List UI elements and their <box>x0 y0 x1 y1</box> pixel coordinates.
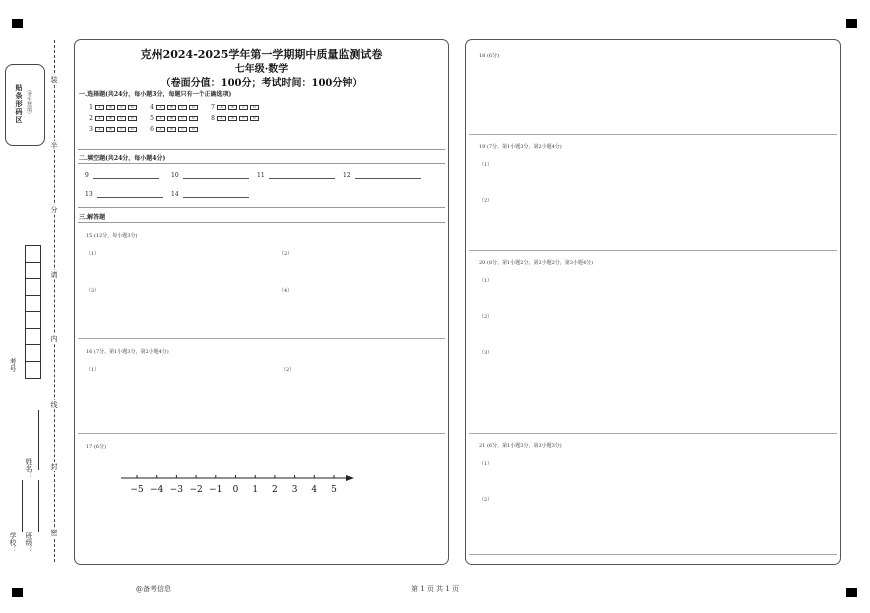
section-divider <box>78 149 445 150</box>
choice-row-3 <box>87 126 209 133</box>
section-divider <box>78 163 445 164</box>
option-d[interactable]: D <box>128 127 137 132</box>
blank-number: 11 <box>257 172 265 179</box>
barcode-area <box>5 64 45 146</box>
number-line-label: 1 <box>252 485 259 495</box>
q20-part-3: （3） <box>479 350 493 356</box>
q19-heading: 19 (7分，第1小题3分，第2小题4分) <box>479 144 562 150</box>
q21-part-2: （2） <box>479 497 493 503</box>
option-b[interactable]: B <box>228 116 237 121</box>
answer-box-divider <box>78 338 445 339</box>
choice-item-1 <box>87 104 139 111</box>
q16-heading: 16 (7分，第1小题3分，第2小题4分) <box>86 349 169 355</box>
choice-item-5 <box>148 115 200 122</box>
q20-heading: 20 (8分，第1小题2分，第2小题2分，第3小题4分) <box>479 260 594 266</box>
choice-item-4 <box>148 104 200 111</box>
cut-char: 封 <box>50 463 58 470</box>
cut-char: 内 <box>50 335 58 342</box>
option-d[interactable]: D <box>128 116 137 121</box>
number-line <box>119 468 359 498</box>
option-d[interactable]: D <box>189 105 198 110</box>
blank-13[interactable] <box>85 191 163 198</box>
blank-number: 12 <box>343 172 351 179</box>
choice-number: 3 <box>89 126 93 133</box>
section-choice-heading: 一.选择题(共24分，每小题3分，每题只有一个正确选项) <box>79 91 232 98</box>
option-c[interactable]: C <box>239 116 248 121</box>
q19-part-1: （1） <box>479 162 493 168</box>
option-a[interactable]: A <box>95 127 104 132</box>
choice-item-2 <box>87 115 139 122</box>
choice-number: 4 <box>150 104 154 111</box>
option-a[interactable]: A <box>95 116 104 121</box>
answer-box-divider <box>469 433 837 434</box>
option-c[interactable]: C <box>178 105 187 110</box>
blank-11[interactable] <box>257 172 335 179</box>
option-d[interactable]: D <box>189 127 198 132</box>
registration-mark-bottom-right <box>846 588 857 597</box>
answer-box-divider <box>469 250 837 251</box>
name-line <box>38 410 39 470</box>
q17-heading: 17 (6分) <box>86 444 107 450</box>
blank-number: 13 <box>85 191 93 198</box>
name-label: 姓名： <box>25 458 33 479</box>
number-line-arrow <box>346 475 354 481</box>
q21-part-1: （1） <box>479 461 493 467</box>
section-divider <box>78 222 445 223</box>
blank-9[interactable] <box>85 172 159 179</box>
option-b[interactable]: B <box>106 105 115 110</box>
section-divider <box>78 207 445 208</box>
blank-line <box>355 173 421 179</box>
section-answer-heading: 三.解答题 <box>79 214 106 221</box>
cut-char: 请 <box>50 271 58 278</box>
option-d[interactable]: D <box>250 105 259 110</box>
cut-char: 线 <box>50 401 58 408</box>
q16-part-1: （1） <box>86 367 100 373</box>
blank-line <box>183 173 249 179</box>
number-line-label: 3 <box>291 485 298 495</box>
blank-10[interactable] <box>171 172 249 179</box>
choice-row-2 <box>87 115 270 122</box>
answer-panel-right <box>465 39 841 565</box>
option-b[interactable]: B <box>167 127 176 132</box>
option-c[interactable]: C <box>239 105 248 110</box>
choice-item-3 <box>87 126 139 133</box>
option-c[interactable]: C <box>178 116 187 121</box>
q18-heading: 18 (6分) <box>479 53 500 59</box>
blank-number: 10 <box>171 172 179 179</box>
option-b[interactable]: B <box>106 127 115 132</box>
blank-line <box>269 173 335 179</box>
number-line-label: −4 <box>150 485 164 495</box>
cut-char: 装 <box>50 76 58 83</box>
choice-number: 1 <box>89 104 93 111</box>
number-line-label: 2 <box>272 485 278 495</box>
answer-box-divider <box>78 433 445 434</box>
barcode-area-note: （考生禁填） <box>26 87 32 117</box>
option-b[interactable]: B <box>167 105 176 110</box>
barcode-area-title: 贴条形码区 <box>15 84 24 124</box>
number-line-label: 5 <box>331 485 337 495</box>
option-a[interactable]: A <box>217 105 226 110</box>
school-label: 学校： <box>9 532 17 553</box>
number-line-label: 4 <box>311 485 318 495</box>
option-a[interactable]: A <box>217 116 226 121</box>
number-line-label: −3 <box>169 485 184 495</box>
option-c[interactable]: C <box>178 127 187 132</box>
blank-number: 14 <box>171 191 179 198</box>
option-a[interactable]: A <box>156 127 165 132</box>
option-a[interactable]: A <box>156 105 165 110</box>
option-d[interactable]: D <box>250 116 259 121</box>
choice-number: 2 <box>89 115 93 122</box>
q21-heading: 21 (6分，第1小题3分，第2小题3分) <box>479 443 562 449</box>
cut-char: 半 <box>50 142 58 149</box>
q19-part-2: （2） <box>479 198 493 204</box>
school-line <box>22 480 23 532</box>
option-a[interactable]: A <box>156 116 165 121</box>
section-fill-heading: 二.填空题(共24分，每小题4分) <box>79 155 166 162</box>
q15-part-4: （4） <box>279 288 293 294</box>
binding-cut-line <box>54 40 55 562</box>
footer-source: @备考信息 <box>136 585 171 593</box>
number-line-label: 0 <box>232 485 239 495</box>
blank-line <box>97 192 163 198</box>
blank-line <box>93 173 159 179</box>
registration-mark-bottom-left <box>12 588 23 597</box>
page-number: 第 1 页 共 1 页 <box>411 585 460 593</box>
q15-part-2: （2） <box>279 251 293 257</box>
blank-line <box>183 192 249 198</box>
blank-12[interactable] <box>343 172 421 179</box>
number-line-label: −2 <box>189 485 203 495</box>
choice-number: 7 <box>211 104 215 111</box>
exam-info: （卷面分值：100分；考试时间：100分钟） <box>160 78 363 89</box>
option-b[interactable]: B <box>106 116 115 121</box>
q20-part-2: （2） <box>479 314 493 320</box>
answer-panel-left <box>74 39 449 565</box>
q15-heading: 15 (12分，每小题3分) <box>86 233 138 239</box>
choice-item-6 <box>148 126 200 133</box>
option-c[interactable]: C <box>117 116 126 121</box>
option-c[interactable]: C <box>117 127 126 132</box>
option-b[interactable]: B <box>228 105 237 110</box>
answer-box-divider <box>469 134 837 135</box>
exam-number-label: 考号 <box>9 358 17 372</box>
registration-mark-top-left <box>12 19 23 28</box>
exam-title: 克州2024-2025学年第一学期期中质量监测试卷 <box>140 48 383 61</box>
choice-number: 8 <box>211 115 215 122</box>
choice-number: 6 <box>150 126 154 133</box>
cut-char: 密 <box>50 529 58 536</box>
exam-number-grid <box>25 245 41 379</box>
choice-row-1 <box>87 104 270 111</box>
answer-box-divider <box>469 554 837 555</box>
number-line-label: −5 <box>130 485 144 495</box>
choice-number: 5 <box>150 115 154 122</box>
q15-part-3: （3） <box>86 288 100 294</box>
blank-14[interactable] <box>171 191 249 198</box>
option-d[interactable]: D <box>189 116 198 121</box>
blank-number: 9 <box>85 172 89 179</box>
option-d[interactable]: D <box>128 105 137 110</box>
registration-mark-top-right <box>846 19 857 28</box>
class-line <box>38 480 39 532</box>
q15-part-1: （1） <box>86 251 100 257</box>
choice-item-8 <box>209 115 261 122</box>
option-b[interactable]: B <box>167 116 176 121</box>
q16-part-2: （2） <box>281 367 295 373</box>
number-line-label: −1 <box>209 485 223 495</box>
class-label: 班级： <box>25 532 33 553</box>
option-a[interactable]: A <box>95 105 104 110</box>
cut-char: 分 <box>50 206 58 213</box>
choice-item-7 <box>209 104 261 111</box>
option-c[interactable]: C <box>117 105 126 110</box>
exam-grade-subject: 七年级·数学 <box>234 64 289 75</box>
q20-part-1: （1） <box>479 278 493 284</box>
